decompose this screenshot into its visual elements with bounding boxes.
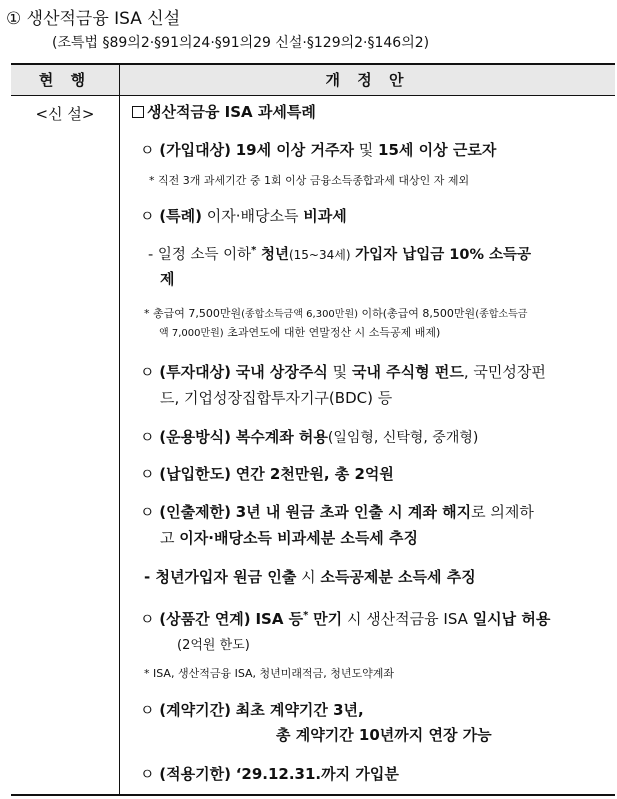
item-youth-withdraw [144,566,476,587]
link-mark: * [303,610,309,621]
circle-bullet-icon: ㅇ [140,428,160,446]
item-link [140,608,550,629]
term-line1: 최초 계약기간 3년, [235,701,364,719]
youth-bold2: 가입자 납입금 10% 소득공 [355,247,532,263]
comparison-table [11,63,615,796]
youth-withdraw-a: - 청년가입자 원금 인출 [144,568,297,586]
method-rest: (일임형, 신탁형, 중개형) [327,430,479,446]
special-label: (특례) [159,207,202,225]
item-eligibility [140,139,496,160]
link-bold2: 만기 [313,610,343,628]
special-text: 이자·배당소득 [206,207,299,225]
header-current: 현 행 [38,71,92,89]
circle-bullet-icon: ㅇ [140,503,160,521]
youth-prefix: - 일정 소득 이하 [148,247,252,263]
invest-line2: 드, 기업성장집합투자기구(BDC) 등 [160,389,393,407]
apply-label: (적용기한) [159,765,231,783]
invest-label: (투자대상) [159,363,231,381]
withdraw-line2 [160,527,418,548]
special-bold: 비과세 [303,207,347,225]
income-note-1c: 이하(총급여 8,500만원 [361,307,476,320]
income-note-1d: (종합소득금 [475,309,528,320]
circle-bullet-icon: ㅇ [140,207,160,225]
header-proposed: 개 정 안 [325,71,410,89]
circle-bullet-icon: ㅇ [140,610,160,628]
section-title: ① 생산적금융 ISA 신설 [6,9,181,29]
withdraw-rest: 로 의제하 [471,503,534,521]
section-subtitle: (조특법 §89의2·§91의24·§91의29 신설·§129의2·§146의2) [52,35,430,51]
square-bullet-icon [132,106,144,118]
youth-withdraw-b: 시 [301,568,316,586]
income-note-2a: 액 7,000만원) [159,328,224,339]
circle-bullet-icon: ㅇ [140,701,160,719]
eligibility-a: 19세 이상 거주자 [235,141,354,159]
circle-bullet-icon: ㅇ [140,465,160,483]
item-apply [140,763,399,784]
item-special [140,205,347,226]
link-note: * ISA, 생산적금융 ISA, 청년미래적금, 청년도약계좌 [144,667,395,680]
youth-mark: * [251,245,257,257]
proposal-heading [132,101,316,122]
method-label: (운용방식) [159,428,231,446]
link-bold3: 일시납 허용 [472,610,551,628]
limit-label: (납입한도) [159,465,231,483]
withdraw-bold: 3년 내 원금 초과 인출 시 계좌 해지 [235,503,472,521]
invest-and: 및 [332,363,348,381]
item-withdraw [140,501,534,522]
withdraw-label: (인출제한) [159,503,231,521]
current-value: <신 설> [35,105,95,123]
income-note-2b: 초과연도에 대한 연말정산 시 소득공제 배제) [227,326,441,339]
link-label: (상품간 연계) [159,610,251,628]
link-bold1: ISA 등 [255,610,304,628]
table-header [11,65,615,96]
column-divider [119,65,120,794]
circle-bullet-icon: ㅇ [140,363,160,381]
term-line2: 총 계약기간 10년까지 연장 가능 [276,726,492,744]
item-limit [140,463,394,484]
item-youth-deduction [148,243,531,264]
income-note-1b: (종합소득금액 6,300만원) [241,309,359,320]
youth-age: (15~34세) [288,248,351,262]
term-label: (계약기간) [159,701,231,719]
method-bold: 복수계좌 허용 [235,428,328,446]
income-note-line2 [159,324,440,340]
limit-text: 연간 2천만원, 총 2억원 [235,465,394,483]
youth-bold1: 청년 [260,247,289,263]
income-note-line1 [144,305,527,321]
link-line2: (2억원 한도) [177,638,250,653]
circle-bullet-icon: ㅇ [140,141,160,159]
eligibility-b: 15세 이상 근로자 [378,141,497,159]
youth-withdraw-c: 소득공제분 소득세 추징 [320,568,476,586]
circle-bullet-icon: ㅇ [140,765,160,783]
link-rest: 시 생산적금융 ISA [346,610,468,628]
proposal-heading-text: 생산적금융 ISA 과세특례 [147,103,316,121]
youth-line2: 제 [160,270,175,288]
apply-text: ‘29.12.31.까지 가입분 [235,765,399,783]
invest-bold2: 국내 주식형 펀드 [351,363,464,381]
invest-rest: , 국민성장펀 [463,363,546,381]
item-term [140,699,364,720]
invest-bold1: 국내 상장주식 [235,363,328,381]
withdraw-line2-a: 고 [160,529,175,547]
item-invest [140,361,546,382]
eligibility-note: * 직전 3개 과세기간 중 1회 이상 금융소득종합과세 대상인 자 제외 [149,174,470,187]
eligibility-and: 및 [358,141,374,159]
eligibility-label: (가입대상) [159,141,231,159]
item-method [140,426,478,447]
withdraw-line2-b: 이자·배당소득 비과세분 소득세 추징 [179,529,418,547]
income-note-1a: * 총급여 7,500만원 [144,307,242,320]
